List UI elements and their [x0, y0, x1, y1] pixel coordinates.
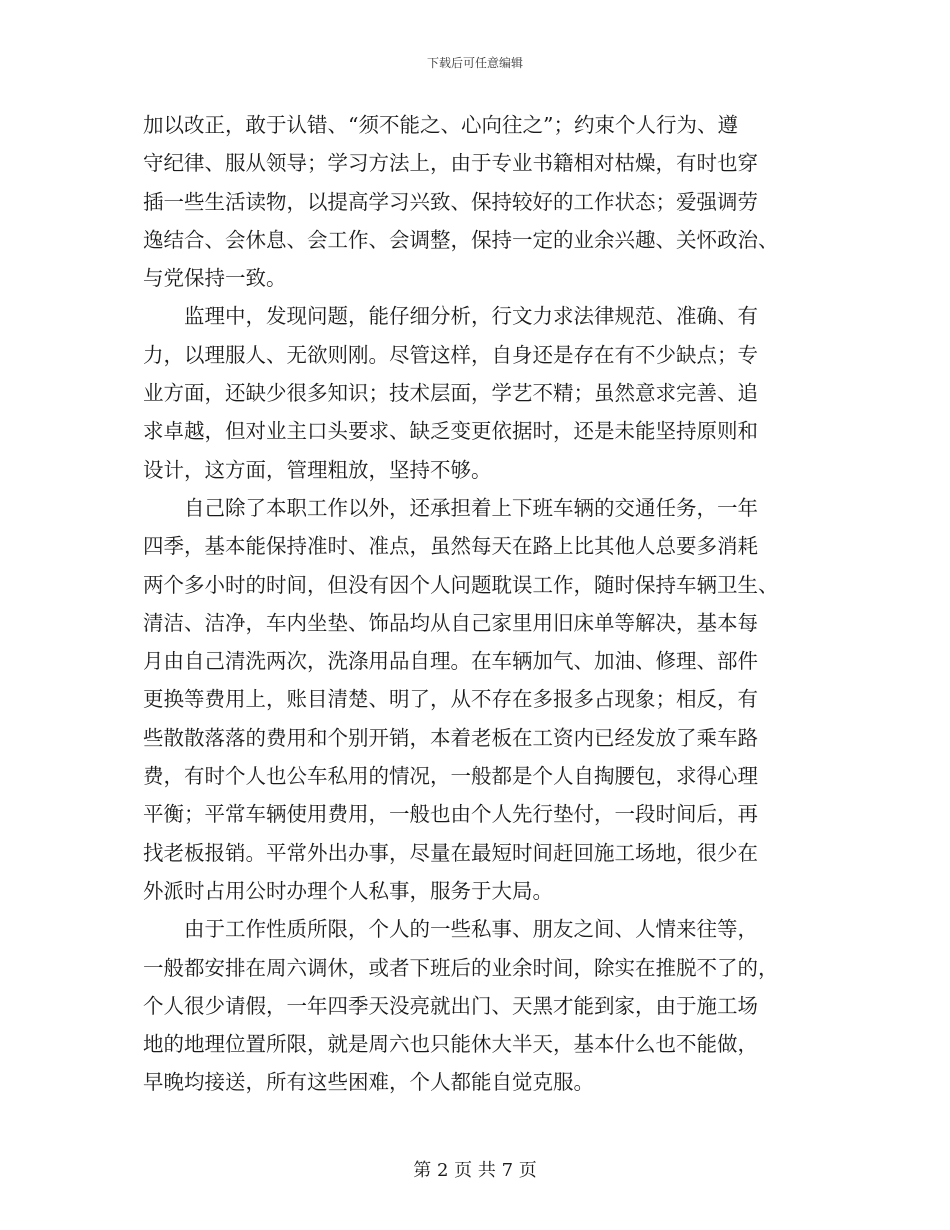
text-line: 清洁、洁净，车内坐垫、饰品均从自己家里用旧床单等解决，基本每 [143, 610, 758, 635]
text-line: 平衡；平常车辆使用费用，一般也由个人先行垫付，一段时间后，再 [143, 802, 758, 827]
text-line: 加以改正，敢于认错、“须不能之、心向往之”；约束个人行为、遵 [143, 113, 738, 137]
document-body [143, 106, 813, 1102]
page-number: 第 2 页 共 7 页 [413, 1160, 537, 1181]
text-line: 逸结合、会休息、会工作、会调整，保持一定的业余兴趣、关怀政治、 [143, 227, 779, 252]
text-line: 自己除了本职工作以外，还承担着上下班车辆的交通任务，一年 [143, 495, 758, 520]
text-line: 设计，这方面，管理粗放，坚持不够。 [143, 457, 492, 482]
text-line: 外派时占用公时办理个人私事，服务于大局。 [143, 878, 553, 903]
text-line: 更换等费用上，账目清楚、明了，从不存在多报多占现象；相反，有 [143, 687, 758, 712]
text-line: 与党保持一致。 [143, 266, 287, 291]
text-line: 力，以理服人、无欲则刚。尽管这样，自身还是存在有不少缺点；专 [143, 342, 758, 367]
text-line: 找老板报销。平常外出办事，尽量在最短时间赶回施工场地，很少在 [143, 840, 758, 865]
text-line: 月由自己清洗两次，洗涤用品自理。在车辆加气、加油、修理、部件 [143, 649, 758, 674]
text-line: 些散散落落的费用和个别开销，本着老板在工资内已经发放了乘车路 [143, 725, 758, 750]
text-line: 由于工作性质所限，个人的一些私事、朋友之间、人情来往等， [143, 917, 758, 942]
text-line: 地的地理位置所限，就是周六也只能休大半天，基本什么也不能做， [143, 1032, 758, 1057]
text-line: 个人很少请假，一年四季天没亮就出门、天黑才能到家，由于施工场 [143, 993, 758, 1018]
text-line: 一般都安排在周六调休，或者下班后的业余时间，除实在推脱不了的， [143, 955, 779, 980]
text-line: 两个多小时的时间，但没有因个人问题耽误工作，随时保持车辆卫生、 [143, 572, 779, 597]
text-line: 四季，基本能保持准时、准点，虽然每天在路上比其他人总要多消耗 [143, 534, 758, 559]
text-line: 守纪律、服从领导；学习方法上，由于专业书籍相对枯燥，有时也穿 [143, 151, 758, 176]
text-line: 早晚均接送，所有这些困难，个人都能自觉克服。 [143, 1070, 594, 1095]
page-header: 下载后可任意编辑 [426, 56, 523, 70]
text-line: 监理中，发现问题，能仔细分析，行文力求法律规范、准确、有 [143, 304, 758, 329]
text-line: 费，有时个人也公车私用的情况，一般都是个人自掏腰包，求得心理 [143, 764, 758, 789]
text-line: 业方面，还缺少很多知识；技术层面，学艺不精；虽然意求完善、追 [143, 381, 758, 406]
text-line: 插一些生活读物，以提高学习兴致、保持较好的工作状态；爱强调劳 [143, 189, 758, 214]
text-line: 求卓越，但对业主口头要求、缺乏变更依据时，还是未能坚持原则和 [143, 419, 758, 444]
